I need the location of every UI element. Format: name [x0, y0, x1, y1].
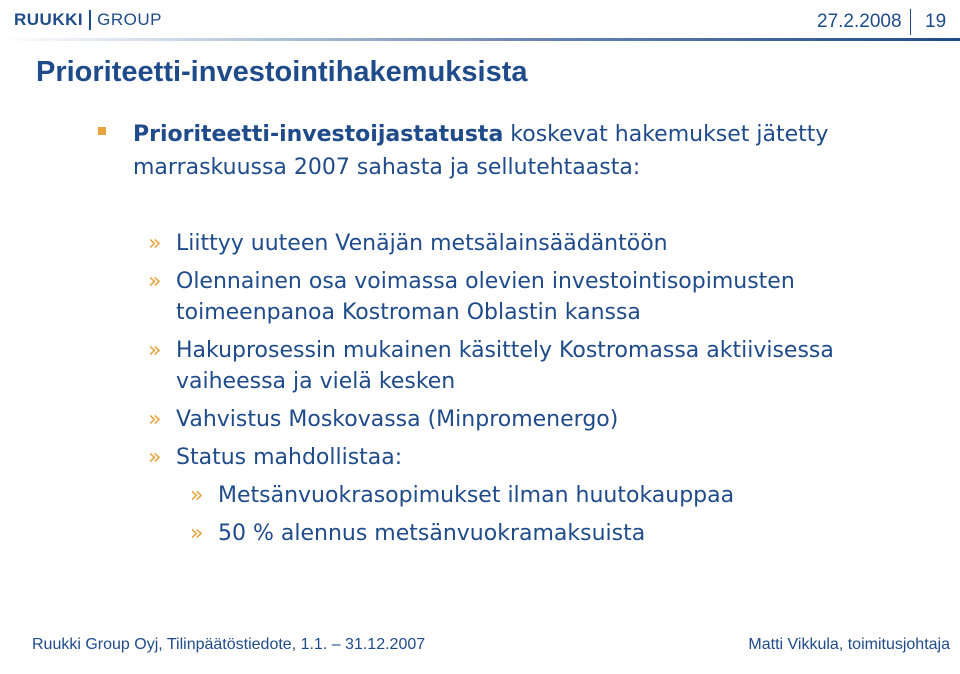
chevron-right-icon: »	[148, 231, 162, 256]
chevron-right-icon: »	[190, 483, 204, 508]
sub-bullet-text: Status mahdollistaa:	[176, 445, 403, 470]
sub-bullet-item	[148, 404, 938, 435]
main-bullet-text	[133, 118, 933, 184]
slide-title: Prioriteetti-investointihakemuksista	[36, 56, 528, 88]
date-page-separator	[910, 9, 911, 35]
page-number: 19	[925, 11, 947, 32]
sub-bullet-text: Vahvistus Moskovassa (Minpromenergo)	[176, 407, 619, 432]
chevron-right-icon: »	[190, 521, 204, 546]
sub-bullet-text: Olennainen osa voimassa olevien investointisopimusten toimeenpanoa Kostroman Oblastin kanssa	[176, 269, 795, 325]
nested-bullet-item	[190, 480, 938, 511]
square-bullet-icon	[98, 127, 106, 135]
main-bullet-bold: Prioriteetti-investoijastatusta	[133, 122, 504, 147]
chevron-right-icon: »	[148, 407, 162, 432]
chevron-right-icon: »	[148, 269, 162, 294]
footer-presenter: Matti Vikkula, toimitusjohtaja	[748, 636, 950, 653]
logo-ruukki-text: RUUKKI	[14, 10, 84, 29]
nested-bullet-item	[190, 518, 938, 549]
logo-group-text: GROUP	[97, 10, 162, 29]
sub-bullet-item	[148, 228, 938, 259]
main-bullet-rest: koskevat hakemukset jätetty marraskuussa 2007 sahasta ja sellutehtaasta:	[133, 122, 829, 180]
nested-bullet-text: 50 % alennus metsänvuokramaksuista	[218, 521, 646, 546]
sub-bullet-item	[148, 335, 938, 397]
nested-bullet-text: Metsänvuokrasopimukset ilman huutokauppaa	[218, 483, 735, 508]
ruukki-group-logo	[14, 7, 162, 33]
sub-bullet-text: Hakuprosessin mukainen käsittely Kostromassa aktiivisessa vaiheessa ja vielä kesken	[176, 338, 834, 394]
slide-date: 27.2.2008	[817, 11, 902, 32]
footer-source: Ruukki Group Oyj, Tilinpäätöstiedote, 1.1. – 31.12.2007	[32, 636, 426, 653]
sub-bullet-text: Liittyy uuteen Venäjän metsälainsäädäntöön	[176, 231, 668, 256]
nested-bullet-list	[190, 480, 938, 549]
logo-separator	[89, 10, 91, 30]
chevron-right-icon: »	[148, 445, 162, 470]
header-divider	[0, 38, 960, 41]
chevron-right-icon: »	[148, 338, 162, 363]
sub-bullet-item	[148, 266, 938, 328]
sub-bullet-list	[148, 228, 938, 556]
sub-bullet-item	[148, 442, 938, 549]
